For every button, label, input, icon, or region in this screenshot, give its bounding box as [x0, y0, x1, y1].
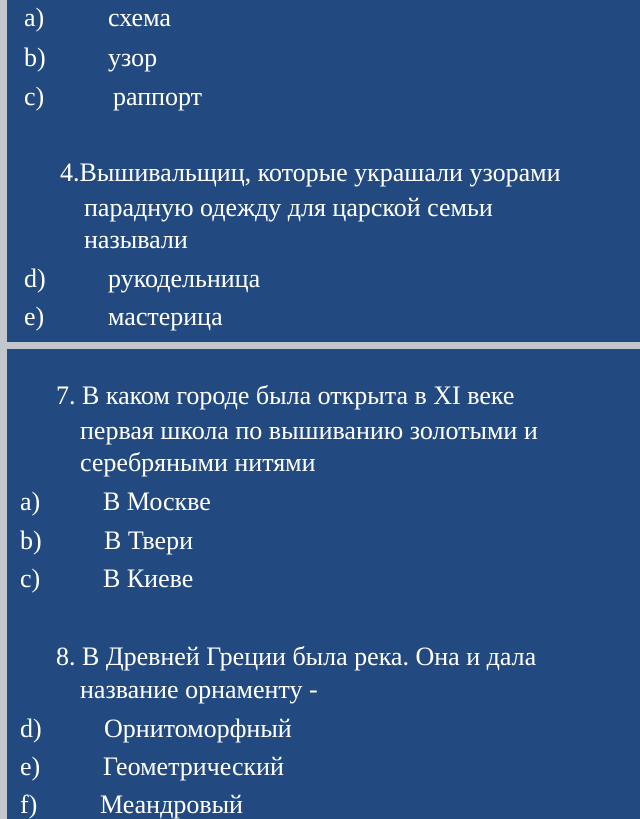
answer-8-text-f: Меандровый [100, 790, 243, 819]
question-7-line-3: серебряными нитями [80, 448, 316, 477]
question-8-line-1: 8. В Древней Греции была река. Она и дала [56, 642, 537, 671]
slide-panel-top [7, 0, 640, 342]
answer-8-text-d: Орнитоморфный [104, 714, 292, 743]
answer-7-label-c: c) [20, 564, 41, 593]
answer-7-text-a: В Москве [103, 487, 211, 516]
slide-panel-bottom [7, 349, 640, 819]
option-text-b: узор [108, 43, 158, 72]
option-label-a: a) [24, 3, 45, 32]
option-text-c: раппорт [113, 82, 203, 111]
answer-7-text-c: В Киеве [103, 564, 194, 593]
answer-8-label-f: f) [20, 790, 38, 819]
question-7-line-1: 7. В каком городе была открыта в XI веке [56, 381, 515, 410]
answer-7-label-b: b) [20, 526, 42, 555]
answer-text-d: рукодельница [108, 264, 261, 293]
answer-text-e: мастерица [108, 302, 223, 331]
question-4-line-2: парадную одежду для царской семьи [84, 193, 493, 222]
question-4-line-3: называли [84, 225, 188, 254]
answer-8-label-e: e) [20, 752, 41, 781]
answer-label-e: e) [24, 302, 45, 331]
answer-8-text-e: Геометрический [103, 752, 284, 781]
option-text-a: схема [108, 3, 171, 32]
answer-label-d: d) [24, 264, 46, 293]
question-8-line-2: название орнаменту - [80, 675, 318, 704]
answer-8-label-d: d) [20, 714, 42, 743]
option-label-b: b) [24, 43, 46, 72]
question-7-line-2: первая школа по вышиванию золотыми и [80, 416, 538, 445]
option-label-c: c) [24, 82, 45, 111]
answer-7-label-a: a) [20, 487, 41, 516]
question-4-line-1: 4.Вышивальщиц, которые украшали узорами [60, 158, 561, 187]
answer-7-text-b: В Твери [104, 526, 194, 555]
